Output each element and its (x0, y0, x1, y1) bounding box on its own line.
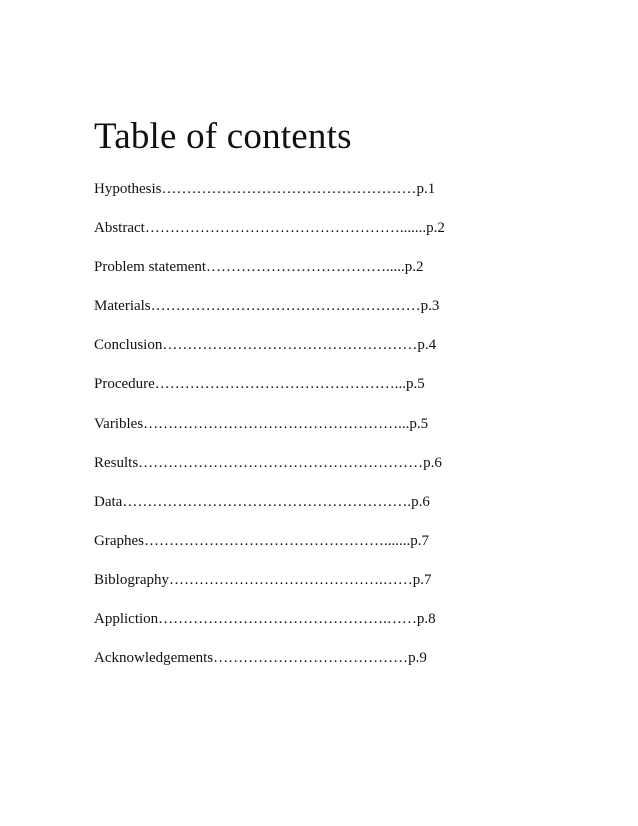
toc-entry-graphs: Graphes………………………………………….......p.7 (94, 532, 429, 549)
table-of-contents (94, 176, 454, 684)
toc-entry-problem-statement: Problem statement……………………………….....p.2 (94, 259, 424, 276)
toc-entry-conclusion: Conclusion……………………………………………p.4 (94, 337, 437, 354)
toc-entry-abstract: Abstract…………………………………………….......p.2 (94, 220, 445, 237)
toc-entry-data: Data………………………………………………….p.6 (94, 493, 430, 510)
toc-entry-hypothesis: Hypothesis……………………………………………p.1 (94, 181, 436, 197)
toc-entry-variables: Varibles……………………………………………...p.5 (94, 415, 429, 432)
toc-entry-bibliography: Biblography…………………………………….……p.7 (94, 571, 432, 588)
toc-entry-materials: Materials………………………………………………p.3 (94, 298, 440, 315)
toc-entry-application: Appliction……………………………………….……p.8 (94, 611, 436, 628)
toc-entry-acknowledgements: Acknowledgements…………………………………p.9 (94, 650, 427, 667)
toc-entry-procedure: Procedure…………………………………………...p.5 (94, 376, 425, 393)
toc-entry-results: Results…………………………………………………p.6 (94, 454, 442, 471)
page-title: Table of contents (94, 116, 352, 157)
